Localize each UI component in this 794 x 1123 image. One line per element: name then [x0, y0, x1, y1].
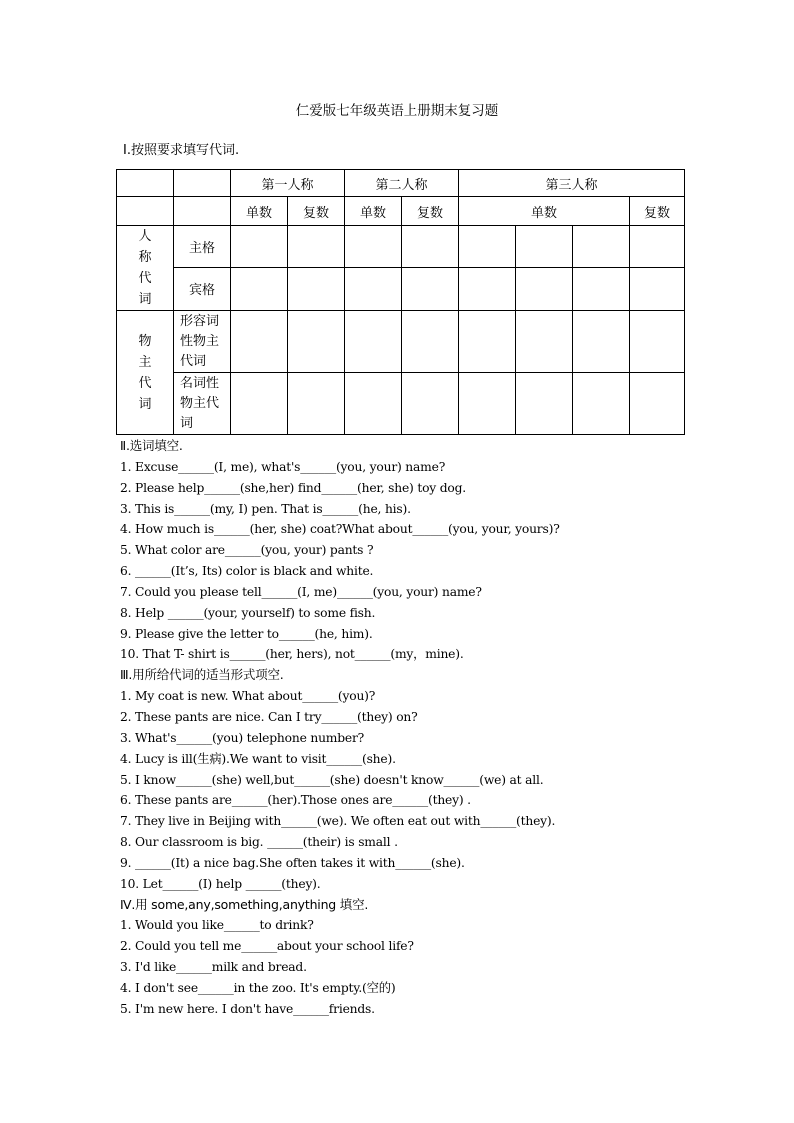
- answer-cell[interactable]: [516, 267, 573, 310]
- header-plural: 复数: [630, 197, 685, 226]
- answer-cell[interactable]: [231, 373, 288, 435]
- exercise-item: 2. These pants are nice. Can I try______(they) on?: [120, 709, 418, 724]
- answer-cell[interactable]: [459, 226, 516, 268]
- exercise-item: 10. That T- shirt is______(her, hers), not______(my，mine).: [120, 647, 464, 662]
- answer-cell[interactable]: [231, 311, 288, 373]
- answer-cell[interactable]: [630, 267, 685, 310]
- exercise-list: [120, 436, 720, 1020]
- header-second-person: 第二人称: [345, 170, 459, 197]
- header-singular: 单数: [345, 197, 402, 226]
- row-adjective-possessive: 形容词 性物主 代词: [174, 311, 231, 373]
- header-singular: 单数: [231, 197, 288, 226]
- answer-cell[interactable]: [573, 226, 630, 268]
- exercise-item: 10. Let______(I) help ______(they).: [120, 876, 321, 891]
- answer-cell[interactable]: [630, 226, 685, 268]
- section-heading: Ⅳ.用 some,any,something,anything 填空.: [120, 896, 369, 912]
- exercise-item: 6. These pants are______(her).Those ones are______(they) .: [120, 793, 471, 808]
- answer-cell[interactable]: [516, 373, 573, 435]
- exercise-item: 7. Could you please tell______(I, me)______(you, your) name?: [120, 584, 482, 599]
- exercise-item: 3. I'd like______milk and bread.: [120, 960, 307, 975]
- exercise-item: 5. I know______(she) well,but______(she) doesn't know______(we) at all.: [120, 772, 544, 787]
- exercise-item: 4. How much is______(her, she) coat?What about______(you, your, yours)?: [120, 522, 560, 537]
- answer-cell[interactable]: [459, 373, 516, 435]
- blank-cell: [117, 197, 174, 226]
- section-heading: Ⅲ.用所给代词的适当形式项空.: [120, 667, 284, 683]
- group-possessive-pronoun: 物 主 代 词: [117, 311, 174, 435]
- header-third-person: 第三人称: [459, 170, 685, 197]
- row-subject-case: 主格: [174, 226, 231, 268]
- header-plural: 复数: [402, 197, 459, 226]
- page-title: 仁爱版七年级英语上册期末复习题: [295, 103, 499, 119]
- answer-cell[interactable]: [630, 311, 685, 373]
- exercise-item: 8. Help ______(your, yourself) to some fish.: [120, 605, 376, 620]
- answer-cell[interactable]: [459, 267, 516, 310]
- exercise-item: 1. Would you like______to drink?: [120, 918, 314, 933]
- exercise-item: 1. My coat is new. What about______(you)?: [120, 689, 376, 704]
- exercise-item: 3. This is______(my, I) pen. That is______(he, his).: [120, 501, 411, 516]
- answer-cell[interactable]: [288, 226, 345, 268]
- exercise-item: 4. Lucy is ill(生病).We want to visit______(she).: [120, 751, 396, 766]
- exercise-item: 3. What's______(you) telephone number?: [120, 730, 365, 745]
- section-heading: Ⅱ.选词填空.: [120, 438, 183, 453]
- answer-cell[interactable]: [516, 311, 573, 373]
- answer-cell[interactable]: [516, 226, 573, 268]
- exercise-item: 8. Our classroom is big. ______(their) is small .: [120, 835, 398, 850]
- exercise-item: 4. I don't see______in the zoo. It's empty.(空的): [120, 980, 396, 995]
- exercise-item: 9. ______(It) a nice bag.She often takes it with______(she).: [120, 855, 465, 870]
- exercise-item: 5. What color are______(you, your) pants ?: [120, 543, 374, 558]
- pronoun-table: [116, 169, 685, 435]
- section-1-heading: Ⅰ.按照要求填写代词.: [123, 143, 240, 158]
- exercise-item: 5. I'm new here. I don't have______friends.: [120, 1001, 375, 1016]
- blank-cell: [174, 197, 231, 226]
- answer-cell[interactable]: [231, 226, 288, 268]
- row-object-case: 宾格: [174, 267, 231, 310]
- exercise-item: 9. Please give the letter to______(he, him).: [120, 626, 373, 641]
- exercise-item: 2. Please help______(she,her) find______(her, she) toy dog.: [120, 480, 467, 495]
- answer-cell[interactable]: [402, 373, 459, 435]
- group-personal-pronoun: 人 称 代 词: [117, 226, 174, 311]
- exercise-item: 7. They live in Beijing with______(we). We often eat out with______(they).: [120, 814, 556, 829]
- answer-cell[interactable]: [345, 226, 402, 268]
- header-first-person: 第一人称: [231, 170, 345, 197]
- exercise-item: 2. Could you tell me______about your school life?: [120, 939, 414, 954]
- answer-cell[interactable]: [345, 373, 402, 435]
- blank-cell: [117, 170, 174, 197]
- exercise-item: 6. ______(It’s, Its) color is black and white.: [120, 564, 374, 579]
- answer-cell[interactable]: [345, 311, 402, 373]
- header-plural: 复数: [288, 197, 345, 226]
- header-singular: 单数: [459, 197, 630, 226]
- answer-cell[interactable]: [402, 311, 459, 373]
- answer-cell[interactable]: [573, 373, 630, 435]
- answer-cell[interactable]: [288, 267, 345, 310]
- exercise-item: 1. Excuse______(I, me), what's______(you, your) name?: [120, 459, 446, 474]
- answer-cell[interactable]: [345, 267, 402, 310]
- answer-cell[interactable]: [288, 373, 345, 435]
- answer-cell[interactable]: [573, 311, 630, 373]
- answer-cell[interactable]: [402, 226, 459, 268]
- answer-cell[interactable]: [288, 311, 345, 373]
- answer-cell[interactable]: [231, 267, 288, 310]
- blank-cell: [174, 170, 231, 197]
- row-noun-possessive: 名词性 物主代 词: [174, 373, 231, 435]
- answer-cell[interactable]: [630, 373, 685, 435]
- answer-cell[interactable]: [459, 311, 516, 373]
- answer-cell[interactable]: [573, 267, 630, 310]
- answer-cell[interactable]: [402, 267, 459, 310]
